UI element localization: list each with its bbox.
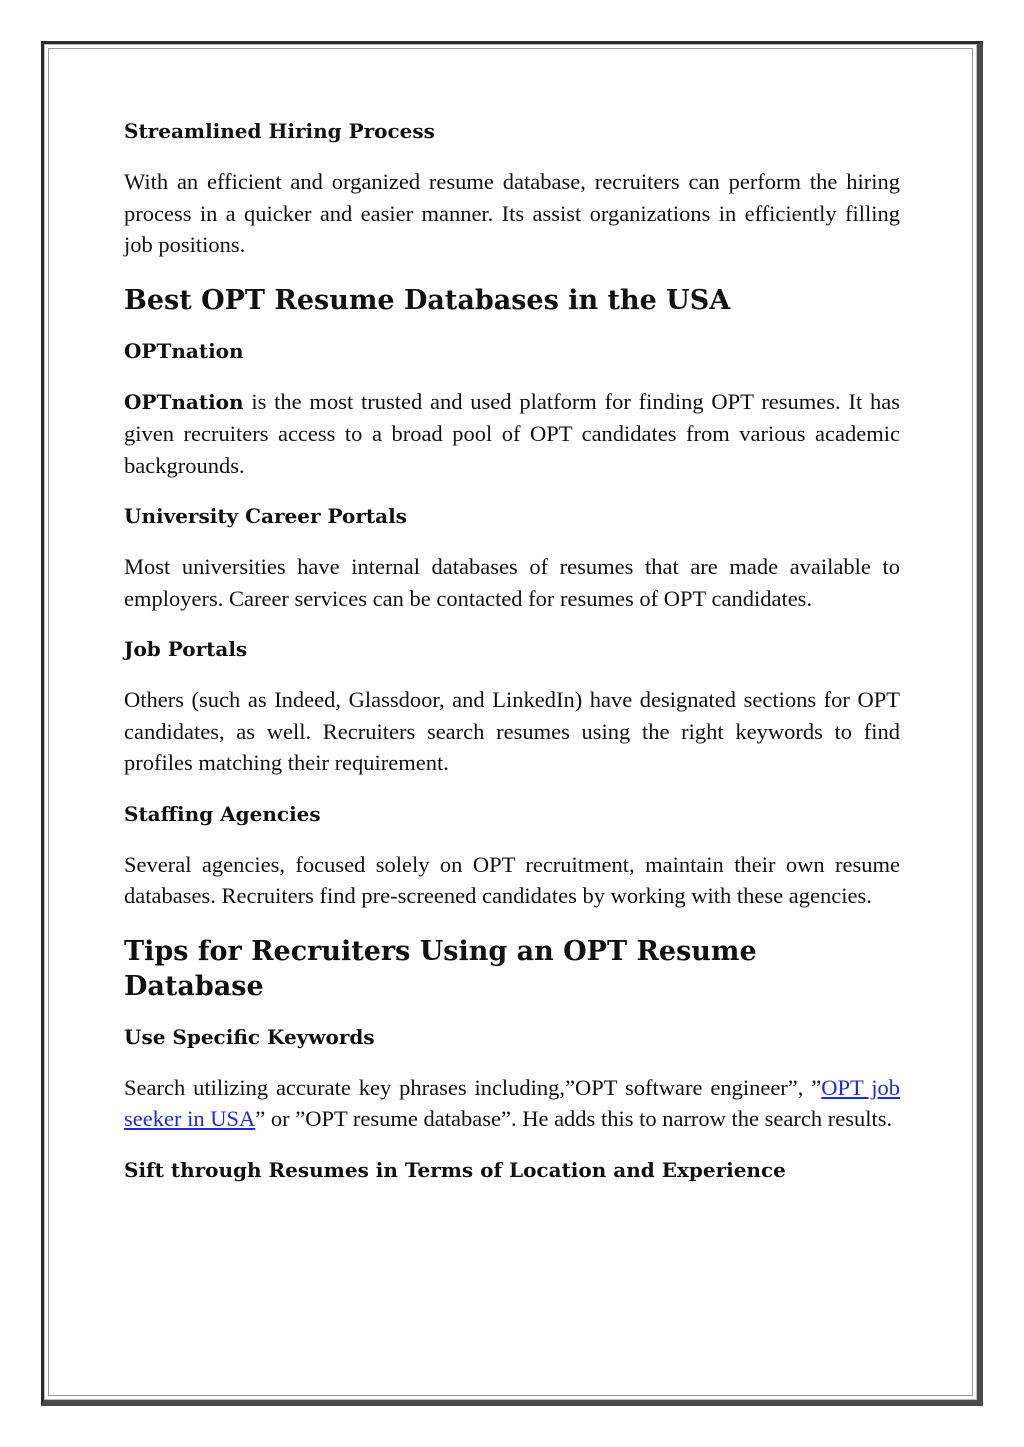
document-body [124,118,900,1205]
keywords-text-before: Search utilizing accurate key phrases including,”OPT software engineer”, ” [124,1074,822,1100]
opt-job-seeker-link[interactable]: OPT job seeker in USA [124,1074,900,1132]
heading-university-career-portals: University Career Portals [124,504,407,529]
paragraph-streamlined-hiring: With an efficient and organized resume database, recruiters can perform the hiring process in a quicker and easier manner. Its assist organizations in efficiently filling job positions. [124,169,900,257]
heading-staffing-agencies: Staffing Agencies [124,801,321,826]
heading-job-portals: Job Portals [124,637,248,662]
heading-optnation: OPTnation [124,338,244,363]
heading-sift-through-resumes: Sift through Resumes in Terms of Location and Experience [124,1157,786,1182]
heading-best-opt-databases: Best OPT Resume Databases in the USA [124,284,731,316]
optnation-text: is the most trusted and used platform for finding OPT resumes. It has given recruiters access to a broad pool of OPT candidates from various academic backgrounds. [124,388,900,478]
optnation-lead: OPTnation [124,389,244,414]
heading-tips-for-recruiters: Tips for Recruiters Using an OPT Resume Database [124,935,757,1002]
paragraph-job-portals: Others (such as Indeed, Glassdoor, and LinkedIn) have designated sections for OPT candidates, as well. Recruiters search resumes using the right keywords to find profiles matching their requirement. [124,687,900,776]
paragraph-staffing-agencies: Several agencies, focused solely on OPT recruitment, maintain their own resume databases. Recruiters find pre-screened candidates by working with these agencies. [124,851,900,909]
paragraph-university-career-portals: Most universities have internal databases of resumes that are made available to employers. Career services can be contacted for resumes of OPT candidates. [124,554,900,611]
keywords-text-after: ” or ”OPT resume database”. He adds this to narrow the search results. [255,1106,893,1132]
heading-use-specific-keywords: Use Specific Keywords [124,1024,375,1049]
paragraph-use-specific-keywords [124,1072,900,1135]
paragraph-optnation [124,386,900,482]
heading-streamlined-hiring: Streamlined Hiring Process [124,119,435,143]
